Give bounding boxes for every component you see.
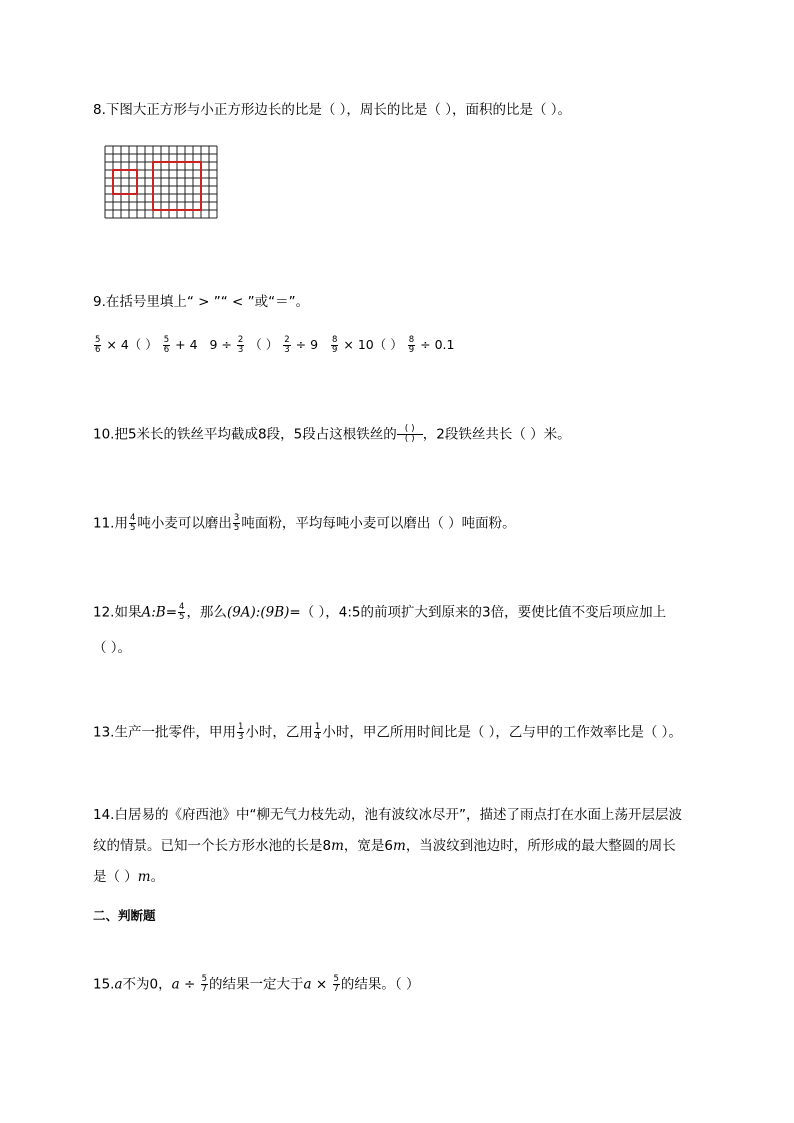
- fraction: $\frac{8}{9}$: [408, 335, 415, 355]
- text: =（ ），4:5的前项扩大到原来的3倍，要使比值不变后项应加上: [289, 604, 667, 621]
- question-11: [93, 514, 516, 533]
- text: 吨面粉，平均每吨小麦可以磨出（ ）吨面粉。: [241, 515, 516, 532]
- section-heading: [93, 907, 156, 925]
- text: 11.用: [93, 515, 128, 532]
- text: 吨小麦可以磨出: [137, 515, 232, 532]
- text: ×: [311, 976, 332, 993]
- text: （ ）。: [93, 640, 132, 656]
- question-14-line2: [93, 837, 676, 855]
- question-8: [93, 101, 571, 119]
- section-heading-text: 二、判断题: [93, 908, 156, 923]
- expr-text: × 4（ ）: [106, 337, 158, 352]
- grid-svg: [103, 144, 219, 222]
- fraction: $\frac{5}{7}$: [201, 974, 208, 994]
- text: 不为0，: [122, 976, 172, 993]
- question-13: [93, 723, 682, 742]
- small-square: [113, 170, 137, 194]
- expr-text: × 10（ ）: [343, 337, 403, 352]
- question-12: [93, 603, 666, 622]
- question-10-text: 10.把5米长的铁丝平均截成8段，5段占这根铁丝的: [93, 426, 397, 443]
- math-text: (9A):(9B): [226, 604, 290, 621]
- text: ，宽是6: [343, 838, 393, 854]
- question-10: [93, 425, 571, 444]
- math-text: m: [331, 838, 344, 854]
- math-text: a: [303, 976, 312, 993]
- fraction: $\frac{2}{3}$: [237, 335, 244, 355]
- math-text: A:B: [141, 604, 166, 621]
- text: 13.生产一批零件，甲用: [93, 724, 236, 741]
- question-10-text-end: ，2段铁丝共长（ ）米。: [422, 426, 571, 443]
- fraction: $\frac{8}{9}$: [332, 335, 338, 355]
- math-text: m: [393, 838, 406, 854]
- fraction: $\frac{5}{6}$: [95, 335, 101, 355]
- fraction: $\frac{4}{5}$: [179, 602, 185, 622]
- text: 15.: [93, 976, 115, 993]
- fraction: $\frac{2}{3}$: [284, 335, 290, 355]
- fraction: $\frac{4}{5}$: [129, 513, 136, 533]
- text: 小时，乙用: [245, 724, 313, 741]
- question-9-expressions: [93, 336, 454, 355]
- fraction: $\frac{5}{7}$: [333, 974, 339, 994]
- question-15: [93, 975, 419, 994]
- question-14-line1: [93, 806, 682, 824]
- text: 。: [150, 869, 165, 885]
- text: ÷: [179, 976, 200, 993]
- question-9-text: 9.在括号里填上“ > ”“ < ”或“＝”。: [93, 294, 310, 310]
- fraction: $\frac{1}{3}$: [237, 722, 244, 742]
- text: 的结果。（ ）: [340, 976, 420, 993]
- text: ，那么: [186, 604, 227, 621]
- text: 是（ ）: [93, 869, 138, 885]
- expr-text: ÷ 0.1: [420, 337, 455, 352]
- grid-figure: [103, 144, 219, 222]
- fraction: $\frac{1}{4}$: [314, 722, 321, 742]
- math-text: m: [137, 869, 151, 885]
- fraction: $\frac{5}{6}$: [163, 335, 170, 355]
- text: 14.白居易的《府西池》中“柳无气力枝先动，池有波纹冰尽开”，描述了雨点打在水面上荡开层层波: [93, 807, 682, 823]
- expr-text: 9 ÷: [209, 337, 232, 352]
- math-text: a: [114, 976, 123, 993]
- math-text: a: [171, 976, 180, 993]
- question-8-text: 8.下图大正方形与小正方形边长的比是（ ），周长的比是（ ），面积的比是（ ）。: [93, 102, 572, 118]
- expr-text: + 4: [175, 337, 198, 352]
- question-14-line3: [93, 868, 164, 886]
- blank-fraction: $\frac{( )}{( )}$: [397, 425, 423, 444]
- expr-text: （ ）: [249, 337, 279, 352]
- text: 12.如果: [93, 604, 142, 621]
- expr-text: ÷ 9: [295, 337, 319, 352]
- question-9-title: [93, 293, 309, 311]
- fraction: $\frac{3}{5}$: [233, 513, 240, 533]
- text: 的结果一定大于: [209, 976, 304, 993]
- text: 小时，甲乙所用时间比是（ ），乙与甲的工作效率比是（ ）。: [322, 724, 682, 741]
- text: ，当波纹到池边时，所形成的最大整圆的周长: [405, 838, 676, 854]
- text: =: [165, 604, 178, 621]
- text: 纹的情景。已知一个长方形水池的长是8: [93, 838, 332, 854]
- question-12-line2: [93, 639, 131, 657]
